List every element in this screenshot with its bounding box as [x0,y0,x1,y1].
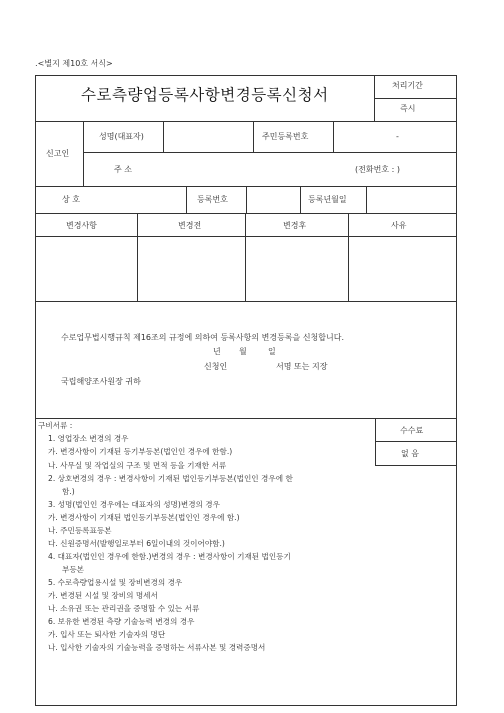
phone-label: (전화번호 : ) [355,165,400,174]
document-line: 다. 신원증명서(발행일로부터 6일이내의 것이어야함.) [48,539,225,548]
fee-value: 없 음 [401,449,419,458]
registration-date-field[interactable] [367,187,455,212]
address-label: 주 소 [114,165,132,174]
form-title: 수로측량업등록사항변경등록신청서 [81,86,329,104]
document-line: 나. 소유권 또는 관리권을 증명할 수 있는 서류 [48,604,200,613]
signature-or-seal-label: 서명 또는 지장 [276,362,328,371]
document-line: 가. 입사 또는 퇴사한 기술자의 명단 [48,630,166,639]
changes-header-before: 변경전 [178,221,202,230]
document-line: 4. 대표자(법인인 경우에 한함.)변경의 경우 : 변경사항이 기재된 법인등기 [48,552,291,561]
resident-number-label: 주민등록번호 [262,132,309,141]
document-line: 2. 상호변경의 경우 : 변경사항이 기재된 법인등기부등본(법인인 경우에 한 [48,474,293,483]
trade-name-label: 상 호 [62,195,80,204]
document-line: 6. 보유한 변경된 측량 기술능력 변경의 경우 [48,617,195,626]
document-line: 함.) [62,487,75,496]
changes-header-item: 변경사항 [66,221,97,230]
resident-number-field[interactable] [334,122,455,151]
applicant-section-label: 신고인 [46,149,70,158]
resident-number-dash: - [396,132,399,141]
registration-number-field[interactable] [247,187,299,212]
change-reason-field[interactable] [349,237,455,300]
document-line: 부등본 [62,565,85,574]
declaration-statement: 수로업무법시행규칙 제16조의 규정에 의하여 등록사항의 변경등록을 신청합니다. [61,333,345,342]
documents-title: 구비서류 : [38,421,73,430]
change-before-field[interactable] [138,237,244,300]
address-field[interactable] [164,153,354,185]
document-line: 3. 성명(법인인 경우에는 대표자의 성명)변경의 경우 [48,500,220,509]
date-year-label: 년 [213,347,221,356]
document-line: 나. 사무실 및 작업실의 구조 및 면적 등을 기재한 서류 [48,461,227,470]
registration-date-label: 등록년월일 [308,195,347,204]
document-line: 1. 영업장소 변경의 경우 [48,434,129,443]
document-line: 5. 수로측량업용시설 및 장비변경의 경우 [48,578,183,587]
addressee: 국립해양조사원장 귀하 [61,377,141,386]
date-month-label: 월 [239,347,247,356]
trade-name-field[interactable] [84,187,185,212]
form-number: ․<별지 제10호 서식> [35,59,113,68]
document-line: 나. 입사한 기술자의 기술능력을 증명하는 서류사본 및 경력증명서 [48,643,266,652]
changes-header-reason: 사유 [391,221,407,230]
applicant-signature-label: 신청인 [204,362,228,371]
name-field[interactable] [164,122,252,151]
name-label: 성명(대표자) [99,132,144,141]
registration-number-label: 등록번호 [197,195,228,204]
processing-period-label: 처리기간 [392,81,423,90]
signature-field[interactable] [232,358,274,374]
changes-header-after: 변경후 [283,221,307,230]
document-line: 나. 주민등록표등본 [48,526,112,535]
document-line: 가. 변경사항이 기재된 법인등기부등본(법인인 경우에 함.) [48,513,240,522]
fee-label: 수수료 [400,426,424,435]
date-day-label: 일 [268,347,276,356]
processing-period-value: 즉시 [400,104,416,113]
document-line: 가. 변경사항이 기재된 등기부등본(법인인 경우에 한함.) [48,447,233,456]
change-item-field[interactable] [36,237,136,300]
change-after-field[interactable] [246,237,347,300]
document-line: 가. 변경된 시설 및 장비의 명세서 [48,591,158,600]
